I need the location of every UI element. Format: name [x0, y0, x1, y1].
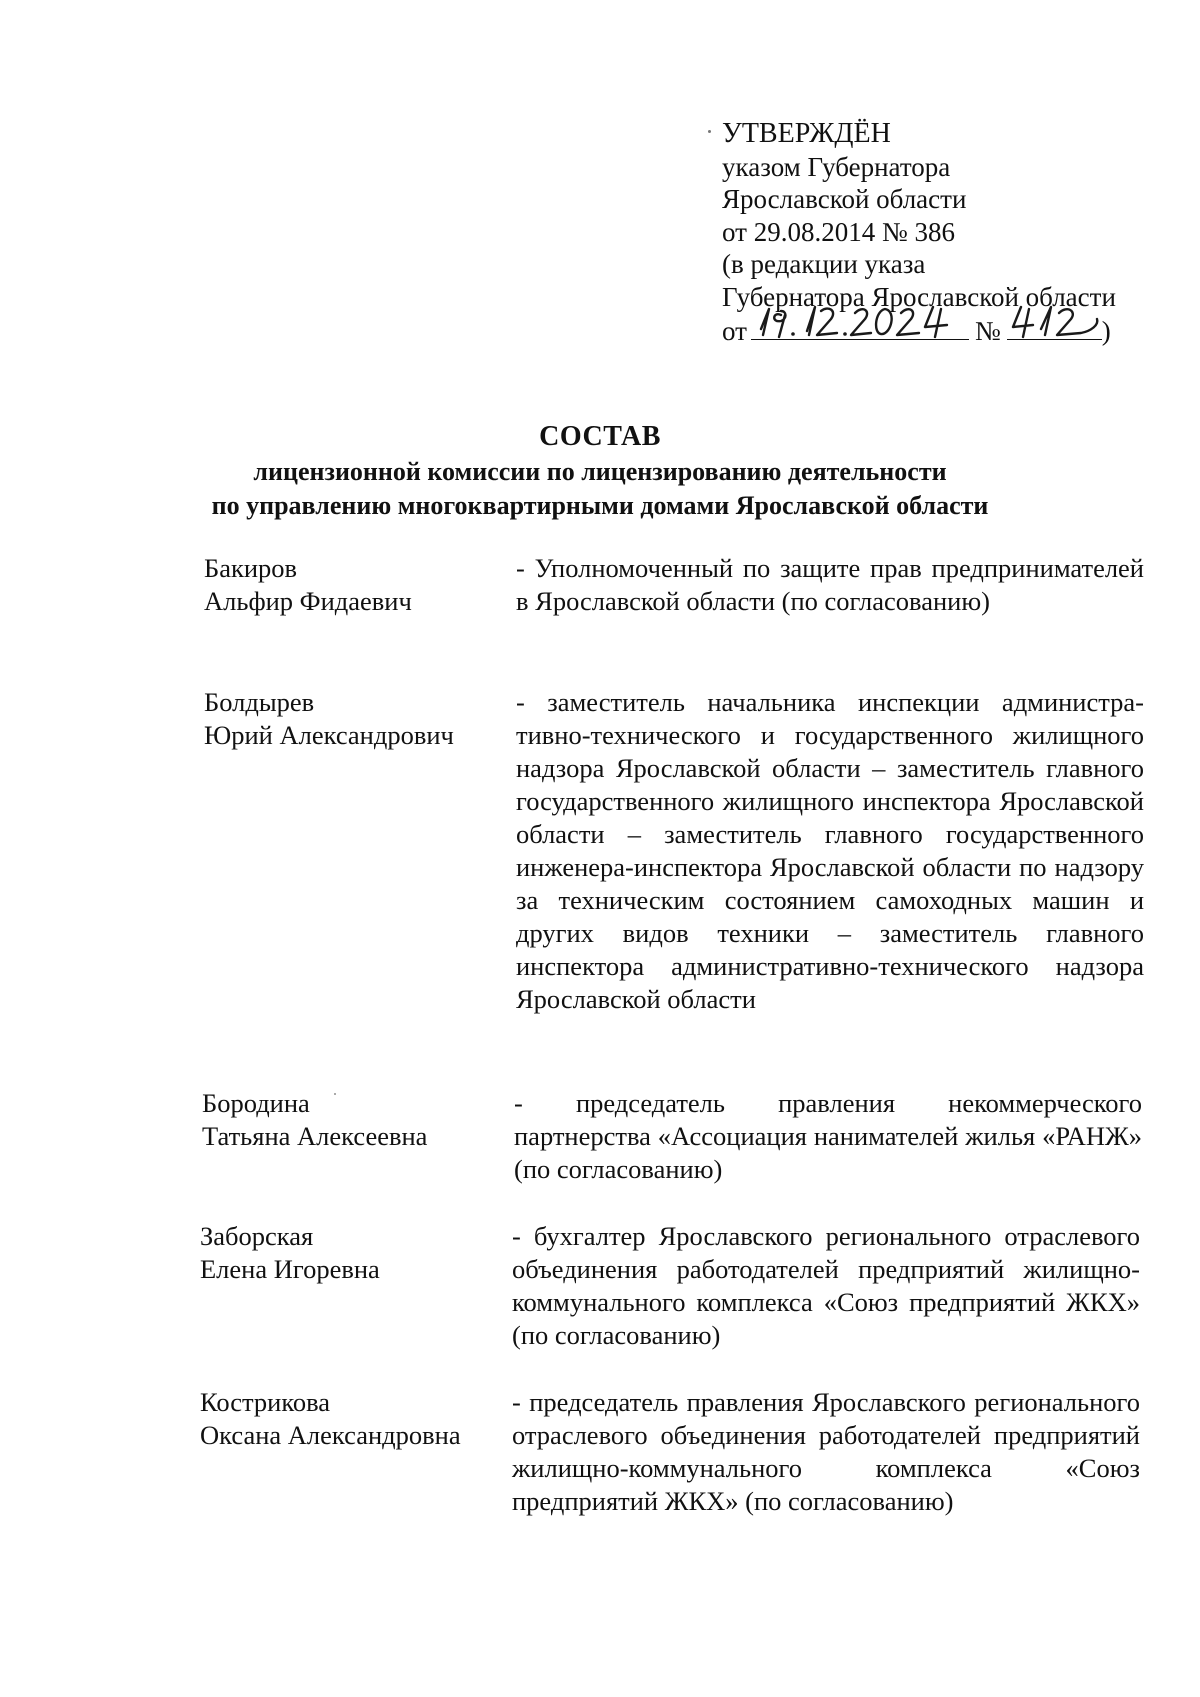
member-role: - председатель правления некоммерческого партнерства «Ассоциация нанимателей жилья «РАНЖ» (по согласованию)	[514, 1088, 1142, 1184]
member-name	[202, 1087, 514, 1186]
member-entry	[200, 1386, 1140, 1518]
member-name	[204, 686, 516, 1016]
member-given-names: Юрий Александрович	[204, 720, 454, 750]
approval-line: (в редакции указа	[722, 249, 926, 279]
document-subtitle: лицензионной комиссии по лицензированию деятельности	[253, 457, 947, 486]
handwritten-number	[1007, 313, 1102, 340]
member-role: - бухгалтер Ярославского регионального отраслевого объединения работодателей предприятий жилищно-коммунального комплекса «Союз предприятий ЖКХ» (по согласованию)	[512, 1221, 1140, 1350]
scan-speck	[334, 1093, 336, 1095]
member-surname: Болдырев	[204, 687, 315, 717]
member-given-names: Альфир Фидаевич	[204, 586, 412, 616]
approval-line: Ярославской области	[722, 184, 967, 214]
amendment-date-line	[722, 313, 1116, 348]
member-entry	[204, 552, 1144, 618]
approval-heading: УТВЕРЖДЁН	[722, 118, 891, 149]
member-entry	[200, 1220, 1140, 1352]
member-name	[204, 552, 516, 618]
document-title: СОСТАВ	[539, 421, 661, 452]
member-surname: Бородина	[202, 1088, 310, 1118]
closing-paren: )	[1101, 316, 1111, 346]
member-entry	[204, 686, 1144, 1016]
member-entry	[202, 1087, 1142, 1186]
member-surname: Бакиров	[204, 553, 298, 583]
member-name	[200, 1386, 512, 1518]
handwritten-date	[751, 313, 969, 340]
approval-line: Губернатора Ярославской области	[722, 281, 1116, 312]
member-role: - председатель правления Ярославского регионального отраслевого объединения работодателей предприятий жилищно-коммунального комплекса «Союз предприятий ЖКХ» (по согласованию)	[512, 1387, 1140, 1516]
handwritten-date-ink	[751, 301, 969, 341]
from-prefix: от	[722, 316, 747, 346]
member-given-names: Елена Игоревна	[200, 1254, 380, 1284]
approval-block	[722, 118, 1116, 348]
member-surname: Заборская	[200, 1221, 314, 1251]
document-subtitle: по управлению многоквартирными домами Ярославской области	[211, 491, 989, 520]
member-role: - заместитель начальника инспекции администра-тивно-технического и государственного жилищного надзора Ярославской области – заместитель главного государственного жилищного инспектора Ярославской области – заместитель главного государственного инженера-инспектора Ярославской области по надзору за техническим состоянием самоходных машин и других видов техники – заместитель главного инспектора административно-технического надзора Ярославской области	[516, 687, 1144, 1014]
handwritten-number-ink	[1007, 301, 1102, 341]
member-role: - Уполномоченный по защите прав предпринимателей в Ярославской области (по согласованию)	[516, 553, 1144, 616]
member-surname: Кострикова	[200, 1387, 331, 1417]
member-name	[200, 1220, 512, 1352]
approval-original-decree: от 29.08.2014 № 386	[722, 216, 955, 247]
number-sign: №	[974, 316, 1001, 346]
member-given-names: Татьяна Алексеевна	[202, 1121, 428, 1151]
member-given-names: Оксана Александровна	[200, 1420, 461, 1450]
scan-speck	[708, 130, 711, 133]
approval-line: указом Губернатора	[722, 151, 951, 182]
